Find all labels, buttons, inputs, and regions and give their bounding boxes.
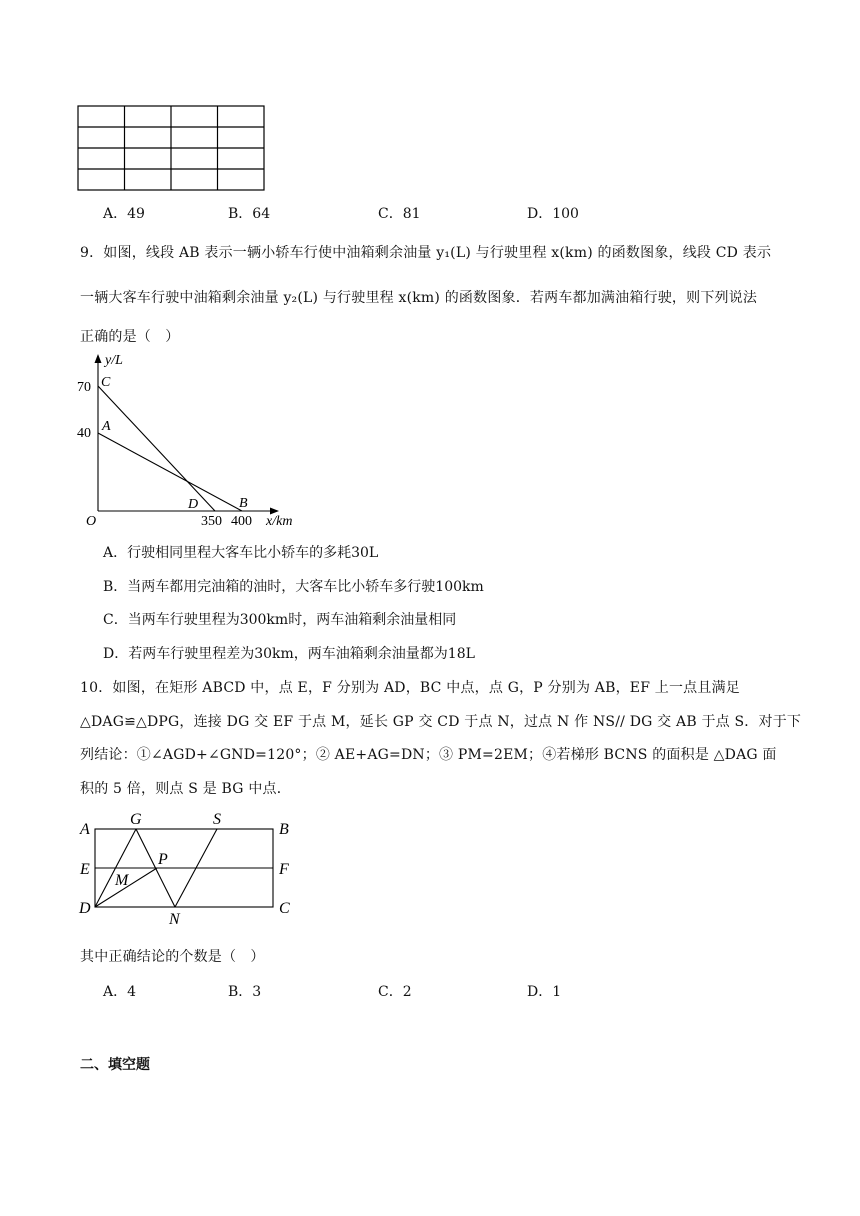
q9-stem-line1: 9．如图，线段 AB 表示一辆小轿车行使中油箱剩余油量 y₁(L) 与行驶里程 x(km) 的函数图象，线段 CD 表示	[80, 245, 772, 261]
point-label-d: D	[188, 497, 199, 512]
origin-label: O	[86, 514, 97, 529]
y-axis-arrow-icon	[95, 354, 102, 363]
y-tick-40: 40	[77, 426, 91, 441]
y-tick-70: 70	[77, 380, 91, 395]
q8-option-d: D．100	[527, 206, 579, 222]
q10-option-c: C．2	[378, 984, 412, 1000]
q9-option-c: C．当两车行驶里程为300km时，两车油箱剩余油量相同	[103, 612, 457, 628]
point-label-c: C	[101, 375, 111, 390]
q10-stem-line2: △DAG≌△DPG，连接 DG 交 EF 于点 M，延长 GP 交 CD 于点 N，过点 N 作 NS// DG 交 AB 于点 S．对于下	[80, 714, 802, 730]
label-p: P	[158, 851, 168, 868]
label-a: A	[80, 821, 90, 838]
q10-stem-line4: 积的 5 倍，则点 S 是 BG 中点．	[80, 781, 291, 797]
section-title: 二、填空题	[80, 1057, 150, 1073]
label-m: M	[115, 872, 129, 889]
label-g: G	[130, 811, 142, 828]
q8-option-b: B．64	[228, 206, 271, 222]
point-label-b: B	[239, 496, 248, 511]
q10-option-d: D．1	[527, 984, 562, 1000]
label-b: B	[279, 821, 289, 838]
label-c: C	[279, 900, 290, 917]
q9-option-b: B．当两车都用完油箱的油时，大客车比小轿车多行驶100km	[103, 579, 484, 595]
q8-grid-figure	[70, 100, 270, 195]
q9-graph	[72, 350, 312, 532]
y-axis-label: y/L	[105, 353, 123, 368]
x-axis-label: x/km	[266, 514, 293, 529]
q8-option-c: C．81	[378, 206, 421, 222]
q9-stem-line3: 正确的是（ ）	[80, 329, 180, 345]
label-f: F	[279, 861, 289, 878]
q9-stem-line2: 一辆大客车行驶中油箱剩余油量 y₂(L) 与行驶里程 x(km) 的函数图象．若两车都加满油箱行驶，则下列说法	[80, 290, 758, 306]
label-s: S	[213, 811, 221, 828]
q9-option-a: A．行驶相同里程大客车比小轿车的多耗30L	[103, 545, 379, 561]
label-n: N	[169, 911, 180, 928]
q10-option-a: A．4	[103, 984, 137, 1000]
x-tick-400: 400	[231, 514, 252, 529]
q10-rectangle-figure	[72, 806, 302, 928]
point-label-a: A	[102, 419, 111, 434]
label-e: E	[80, 861, 90, 878]
q10-stem-line3: 列结论：①∠AGD+∠GND=120°；② AE+AG=DN；③ PM=2EM；④若梯形 BCNS 的面积是 △DAG 面	[80, 747, 777, 763]
q9-option-d: D．若两车行驶里程差为30km，两车油箱剩余油量都为18L	[103, 646, 475, 662]
q10-stem-line1: 10．如图，在矩形 ABCD 中，点 E，F 分别为 AD，BC 中点，点 G，P 分别为 AB，EF 上一点且满足	[80, 680, 740, 696]
label-d: D	[79, 900, 91, 917]
q10-question: 其中正确结论的个数是（ ）	[80, 949, 265, 965]
q10-option-b: B．3	[228, 984, 262, 1000]
q8-option-a: A．49	[103, 206, 145, 222]
x-tick-350: 350	[201, 514, 222, 529]
